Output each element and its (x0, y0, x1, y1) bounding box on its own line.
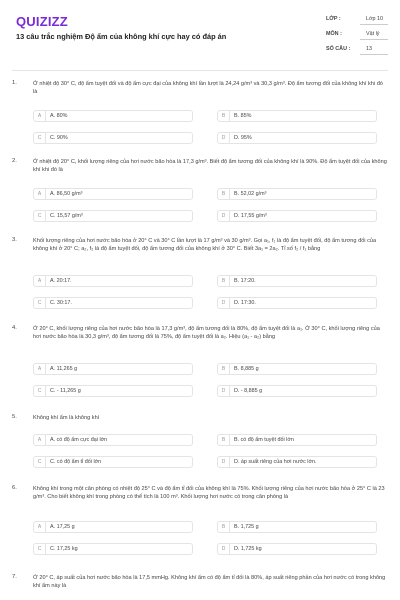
option-letter: A (34, 364, 46, 374)
quizizz-logo[interactable]: QUIZIZZ (16, 14, 68, 29)
option-letter: D (218, 211, 230, 221)
option-letter: B (218, 111, 230, 121)
question-3 (12, 237, 392, 317)
question-text: Ở nhiệt độ 30° C, độ ẩm tuyệt đối và độ ẩm cực đại của không khí lần lượt là 24,24 g/m³ và 30,3 g/m³. Độ ẩm tương đối của không khí khi đó là (33, 81, 383, 95)
option-letter: C (34, 544, 46, 554)
option-b[interactable] (217, 363, 377, 375)
option-letter: D (218, 133, 230, 143)
option-b[interactable] (217, 110, 377, 122)
option-text: B. 8,885 g (234, 366, 259, 372)
option-c[interactable] (33, 210, 193, 222)
option-letter: D (218, 457, 230, 467)
question-text: Không khí trong một căn phòng có nhiệt độ 25° C và độ ẩm tỉ đối của không khí là 75%. Khối lượng riêng của hơi nước bão hòa ở 25° C là 23 g/m³. Cho biết không khí trong phòng có thể tích là 100 m³. Khối lượng hơi nước có trong căn phòng là (33, 486, 385, 500)
option-b[interactable] (217, 275, 377, 287)
class-underline (360, 24, 388, 25)
option-letter: B (218, 522, 230, 532)
option-letter: C (34, 386, 46, 396)
option-a[interactable] (33, 275, 193, 287)
question-number: 6. (12, 485, 17, 491)
option-c[interactable] (33, 456, 193, 468)
question-1 (12, 80, 392, 150)
option-text: B. 1,725 g (234, 524, 259, 530)
option-c[interactable] (33, 543, 193, 555)
option-a[interactable] (33, 363, 193, 375)
option-d[interactable] (217, 297, 377, 309)
question-text: Ở nhiệt độ 20° C, khối lượng riêng của hơi nước bão hòa là 17,3 g/m³. Biết độ ẩm tương đối của không khí là 90%. Độ ẩm tuyệt đối của không khí khi đó là (33, 159, 387, 173)
option-letter: C (34, 457, 46, 467)
count-underline (360, 54, 388, 55)
option-letter: D (218, 544, 230, 554)
header-divider (12, 70, 388, 71)
question-7 (12, 574, 392, 596)
option-b[interactable] (217, 188, 377, 200)
option-letter: B (218, 364, 230, 374)
question-text: Khối lượng riêng của hơi nước bão hòa ở 20° C và 30° C lần lượt là 17 g/m³ và 30 g/m³. Gọi a₁, f₁ là độ ẩm tuyệt đối, độ ẩm tương đối của không khí ở 20° C; a₂, f₂ là độ ẩm tuyệt đối, độ ẩm tương đối của không khí ở 30° C. Biết 3a₁ = 2a₂. Tỉ số f₂ / f₁ bằng (33, 238, 377, 252)
option-letter: C (34, 133, 46, 143)
option-c[interactable] (33, 385, 193, 397)
question-number: 2. (12, 158, 17, 164)
option-text: B. có độ ẩm tuyệt đối lớn (234, 437, 294, 443)
option-letter: D (218, 386, 230, 396)
question-number: 3. (12, 237, 17, 243)
option-text: A. 86,50 g/m³ (50, 191, 83, 197)
class-label: LỚP : (326, 16, 341, 22)
option-text: C. - 11,265 g (50, 388, 81, 394)
option-letter: A (34, 189, 46, 199)
subject-label: MÔN : (326, 31, 342, 37)
question-text: Ở 20° C, khối lượng riêng của hơi nước bão hòa là 17,3 g/m³, độ ẩm tương đối là 80%, độ ẩm tuyệt đối là a₁. Ở 30° C, khối lượng riêng của hơi nước bão hòa là 30,3 g/m³, độ ẩm tương đối là 75%, độ ẩm tuyệt đối là a₂. Hiệu (a₁ - a₂) bằng (33, 326, 380, 340)
option-letter: B (218, 435, 230, 445)
question-6 (12, 485, 392, 565)
question-4 (12, 325, 392, 405)
class-value: Lớp 10 (366, 16, 384, 22)
option-letter: B (218, 276, 230, 286)
header (0, 0, 400, 64)
option-d[interactable] (217, 543, 377, 555)
option-text: C. 17,25 kg (50, 546, 78, 552)
option-text: B. 52,02 g/m³ (234, 191, 267, 197)
option-text: C. 90% (50, 135, 68, 141)
option-text: C. có độ ẩm tỉ đối lớn (50, 459, 102, 465)
option-letter: A (34, 522, 46, 532)
question-5 (12, 414, 392, 474)
option-text: D. áp suất riêng của hơi nước lớn. (234, 459, 317, 465)
question-text: Không khí ẩm là không khí (33, 415, 100, 421)
option-letter: C (34, 211, 46, 221)
option-letter: A (34, 111, 46, 121)
option-d[interactable] (217, 456, 377, 468)
option-text: A. 11,265 g (50, 366, 78, 372)
option-letter: A (34, 435, 46, 445)
option-text: A. 20:17. (50, 278, 72, 284)
option-text: D. 95% (234, 135, 252, 141)
option-d[interactable] (217, 132, 377, 144)
option-c[interactable] (33, 132, 193, 144)
question-number: 7. (12, 574, 17, 580)
option-text: C. 15,57 g/m³ (50, 213, 83, 219)
option-b[interactable] (217, 434, 377, 446)
option-b[interactable] (217, 521, 377, 533)
option-text: B. 17:20. (234, 278, 256, 284)
option-a[interactable] (33, 188, 193, 200)
option-a[interactable] (33, 434, 193, 446)
option-text: C. 30:17. (50, 300, 72, 306)
option-text: B. 85% (234, 113, 252, 119)
option-text: A. 80% (50, 113, 68, 119)
question-number: 1. (12, 80, 17, 86)
option-d[interactable] (217, 385, 377, 397)
option-text: A. 17,25 g (50, 524, 75, 530)
option-letter: A (34, 276, 46, 286)
question-number: 5. (12, 414, 17, 420)
option-letter: C (34, 298, 46, 308)
option-a[interactable] (33, 521, 193, 533)
option-text: D. 17,55 g/m³ (234, 213, 267, 219)
option-text: D. 1,725 kg (234, 546, 262, 552)
option-text: D. - 8,885 g (234, 388, 263, 394)
question-text: Ở 20° C, áp suất của hơi nước bão hòa là 17,5 mmHg. Không khí ẩm có độ ẩm tỉ đối là 80%, áp suất riêng phần của hơi nước có trong không khí ẩm này là (33, 575, 386, 589)
subject-value: Vật lý (366, 31, 380, 37)
option-a[interactable] (33, 110, 193, 122)
page-title: 13 câu trắc nghiệm Độ ẩm của không khí cực hay có đáp án (16, 32, 227, 41)
count-label: SỐ CÂU : (326, 46, 351, 52)
subject-underline (360, 39, 388, 40)
count-value: 13 (366, 46, 372, 52)
question-2 (12, 158, 392, 228)
option-c[interactable] (33, 297, 193, 309)
option-text: D. 17:30. (234, 300, 256, 306)
option-text: A. có độ ẩm cực đại lớn (50, 437, 108, 443)
option-letter: D (218, 298, 230, 308)
option-d[interactable] (217, 210, 377, 222)
question-number: 4. (12, 325, 17, 331)
option-letter: B (218, 189, 230, 199)
